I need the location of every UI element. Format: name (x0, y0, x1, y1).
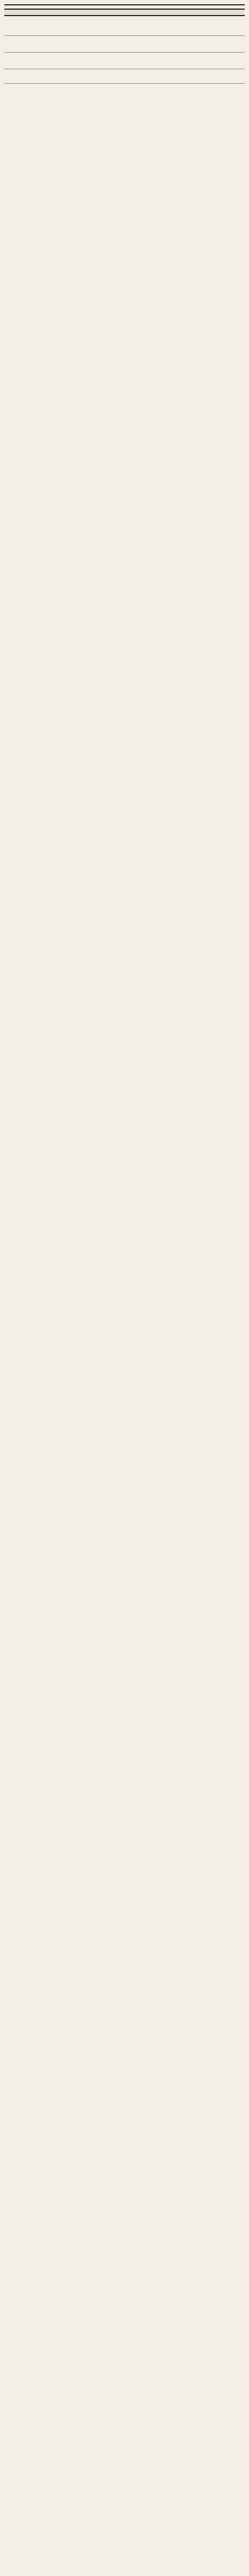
notice-ad (4, 36, 245, 53)
toothache-ad (4, 69, 245, 84)
photography-ad (4, 19, 245, 36)
wanted-known-banner (4, 9, 245, 16)
cough-ad (4, 84, 245, 98)
carriage-ad (4, 53, 245, 69)
newspaper-column (0, 0, 249, 104)
section-header (4, 0, 245, 5)
